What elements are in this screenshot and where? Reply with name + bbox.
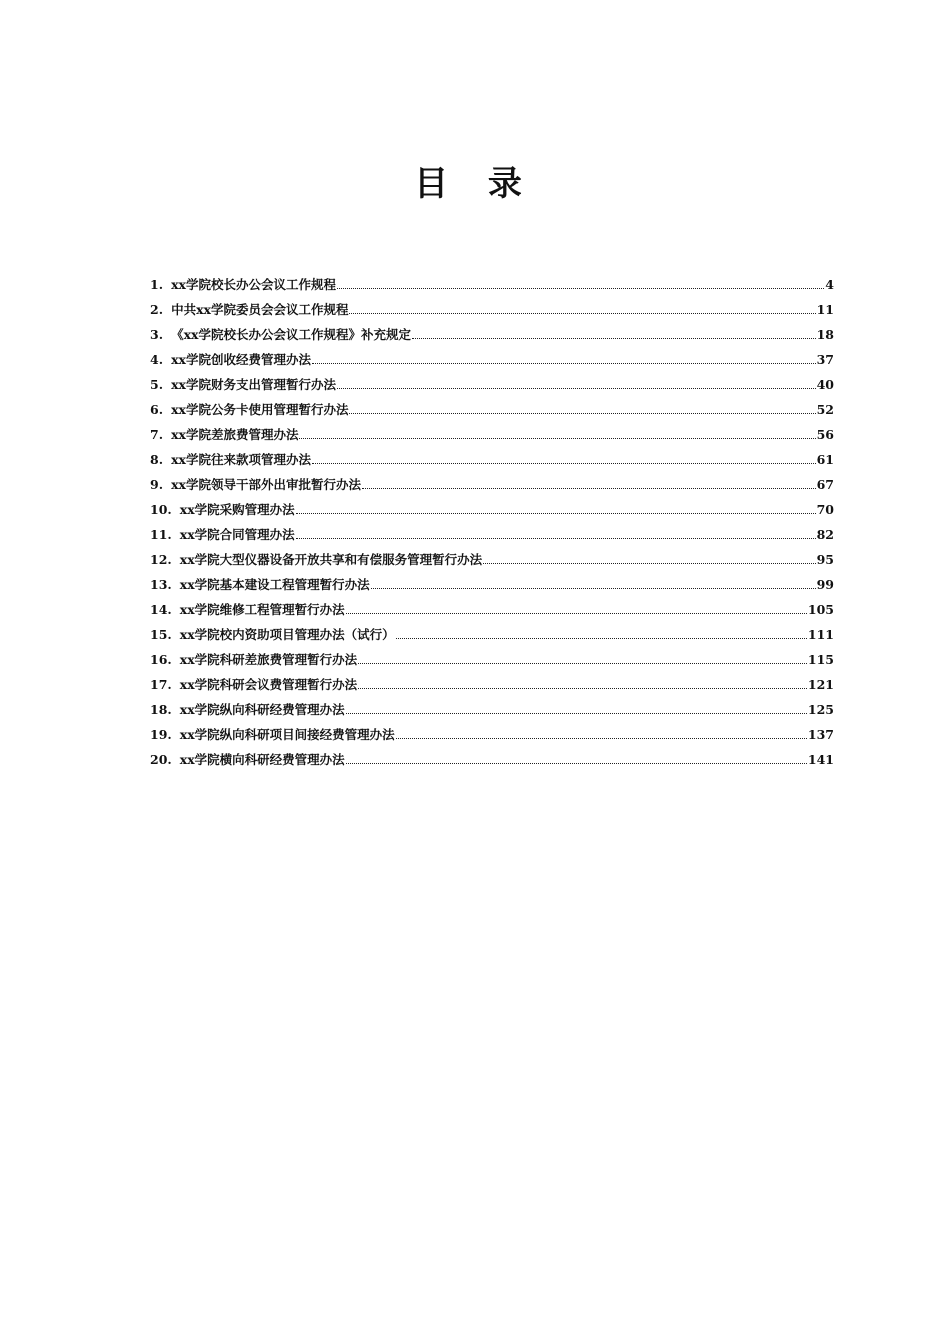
toc-entry-label: xx学院纵向科研经费管理办法 — [179, 702, 345, 717]
toc-entry-label: xx学院基本建设工程管理暂行办法 — [179, 577, 370, 592]
toc-dot-leader — [346, 612, 807, 614]
toc-entry-page-number: 70 — [816, 502, 834, 517]
toc-entry[interactable] — [150, 500, 834, 525]
toc-entry[interactable] — [150, 425, 834, 450]
toc-entry-number: 10. — [150, 502, 172, 517]
toc-entry-label: xx学院科研差旅费管理暂行办法 — [179, 652, 358, 667]
toc-dot-leader — [412, 337, 816, 339]
toc-entry-page-number: 52 — [816, 402, 834, 417]
toc-entry-page-number: 82 — [816, 527, 834, 542]
toc-entry-page-number: 61 — [816, 452, 834, 467]
toc-entry-label: xx学院领导干部外出审批暂行办法 — [171, 477, 361, 492]
toc-entry-page-number: 40 — [816, 377, 834, 392]
toc-entry-page-number: 137 — [807, 727, 834, 742]
toc-entry-label: xx学院大型仪器设备开放共享和有偿服务管理暂行办法 — [179, 552, 483, 567]
toc-entry-number: 5. — [150, 377, 164, 392]
toc-entry-page-number: 4 — [825, 277, 834, 292]
toc-dot-leader — [371, 587, 816, 589]
toc-entry-page-number: 95 — [816, 552, 834, 567]
toc-dot-leader — [296, 537, 816, 539]
toc-dot-leader — [337, 387, 816, 389]
toc-entry[interactable] — [150, 450, 834, 475]
toc-dot-leader — [483, 562, 815, 564]
toc-entry-number: 18. — [150, 702, 172, 717]
toc-entry-number: 11. — [150, 527, 172, 542]
toc-entry-number: 7. — [150, 427, 164, 442]
toc-entry[interactable] — [150, 600, 834, 625]
toc-entry[interactable] — [150, 525, 834, 550]
toc-entry-label: xx学院财务支出管理暂行办法 — [171, 377, 336, 392]
toc-entry[interactable] — [150, 700, 834, 725]
toc-entry-page-number: 105 — [807, 602, 834, 617]
toc-entry[interactable] — [150, 625, 834, 650]
toc-dot-leader — [358, 687, 807, 689]
toc-entry-number: 20. — [150, 752, 172, 767]
toc-entry-page-number: 11 — [816, 302, 834, 317]
toc-entry-number: 9. — [150, 477, 164, 492]
toc-entry-page-number: 121 — [807, 677, 834, 692]
table-of-contents — [150, 275, 834, 775]
toc-entry[interactable] — [150, 400, 834, 425]
toc-entry[interactable] — [150, 275, 834, 300]
toc-entry[interactable] — [150, 475, 834, 500]
toc-entry-page-number: 67 — [816, 477, 834, 492]
toc-entry-label: xx学院公务卡使用管理暂行办法 — [171, 402, 349, 417]
toc-entry[interactable] — [150, 575, 834, 600]
toc-entry-number: 4. — [150, 352, 164, 367]
toc-entry-label: xx学院科研会议费管理暂行办法 — [179, 677, 358, 692]
toc-dot-leader — [299, 437, 815, 439]
toc-entry-page-number: 141 — [807, 752, 834, 767]
toc-dot-leader — [349, 312, 815, 314]
toc-dot-leader — [396, 737, 807, 739]
toc-entry-number: 2. — [150, 302, 164, 317]
toc-entry-page-number: 111 — [807, 627, 834, 642]
toc-entry-page-number: 99 — [816, 577, 834, 592]
toc-dot-leader — [346, 712, 807, 714]
toc-entry-label: xx学院维修工程管理暂行办法 — [179, 602, 345, 617]
toc-entry-number: 6. — [150, 402, 164, 417]
toc-entry[interactable] — [150, 550, 834, 575]
toc-entry-label: 中共xx学院委员会会议工作规程 — [171, 302, 349, 317]
toc-dot-leader — [337, 287, 824, 289]
toc-entry-label: xx学院创收经费管理办法 — [171, 352, 311, 367]
toc-entry[interactable] — [150, 675, 834, 700]
toc-entry-page-number: 56 — [816, 427, 834, 442]
toc-entry-number: 15. — [150, 627, 172, 642]
toc-entry-label: 《xx学院校长办公会议工作规程》补充规定 — [171, 327, 411, 342]
toc-dot-leader — [358, 662, 807, 664]
toc-entry[interactable] — [150, 300, 834, 325]
toc-entry[interactable] — [150, 375, 834, 400]
toc-entry[interactable] — [150, 750, 834, 775]
toc-entry-label: xx学院校内资助项目管理办法（试行） — [179, 627, 395, 642]
toc-entry-label: xx学院横向科研经费管理办法 — [179, 752, 345, 767]
toc-dot-leader — [312, 362, 816, 364]
toc-entry-number: 12. — [150, 552, 172, 567]
toc-entry-page-number: 18 — [816, 327, 834, 342]
toc-entry-number: 16. — [150, 652, 172, 667]
toc-entry-number: 13. — [150, 577, 172, 592]
toc-entry-page-number: 125 — [807, 702, 834, 717]
toc-dot-leader — [296, 512, 816, 514]
toc-entry-label: xx学院校长办公会议工作规程 — [171, 277, 336, 292]
toc-entry-number: 3. — [150, 327, 164, 342]
toc-entry-label: xx学院采购管理办法 — [179, 502, 295, 517]
toc-dot-leader — [362, 487, 816, 489]
toc-dot-leader — [349, 412, 815, 414]
toc-entry-label: xx学院纵向科研项目间接经费管理办法 — [179, 727, 395, 742]
toc-entry[interactable] — [150, 725, 834, 750]
toc-entry-number: 14. — [150, 602, 172, 617]
toc-entry-number: 19. — [150, 727, 172, 742]
toc-entry-label: xx学院往来款项管理办法 — [171, 452, 311, 467]
toc-dot-leader — [312, 462, 816, 464]
toc-dot-leader — [396, 637, 807, 639]
toc-entry-label: xx学院合同管理办法 — [179, 527, 295, 542]
toc-entry-number: 17. — [150, 677, 172, 692]
toc-entry[interactable] — [150, 350, 834, 375]
toc-entry-page-number: 115 — [807, 652, 834, 667]
toc-entry-number: 8. — [150, 452, 164, 467]
toc-entry-number: 1. — [150, 277, 164, 292]
page-title: 目 录 — [414, 164, 536, 204]
toc-dot-leader — [346, 762, 807, 764]
toc-entry-page-number: 37 — [816, 352, 834, 367]
toc-entry[interactable] — [150, 325, 834, 350]
toc-entry[interactable] — [150, 650, 834, 675]
toc-entry-label: xx学院差旅费管理办法 — [171, 427, 299, 442]
